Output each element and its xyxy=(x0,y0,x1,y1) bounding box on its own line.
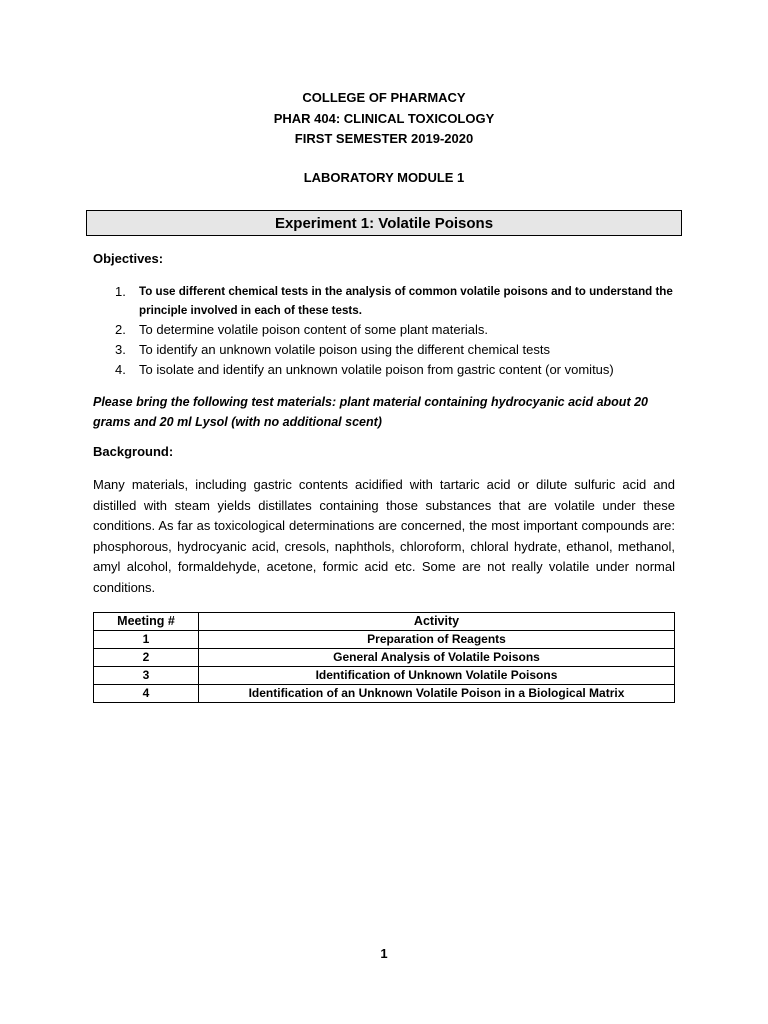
objective-item xyxy=(93,320,683,340)
objective-text: To determine volatile poison content of some plant materials. xyxy=(139,322,489,337)
experiment-title-box xyxy=(86,210,682,236)
college-name: COLLEGE OF PHARMACY xyxy=(302,90,466,105)
materials-note: Please bring the following test materials: plant material containing hydrocyanic acid about 20 grams and 20 ml Lysol (with no additional scent) xyxy=(93,395,648,429)
objective-number: 4. xyxy=(115,362,126,377)
column-header-activity: Activity xyxy=(199,613,675,631)
page-number: 1 xyxy=(380,946,388,961)
table-row xyxy=(94,667,675,685)
objective-item xyxy=(93,282,683,320)
meeting-number-cell: 2 xyxy=(94,649,199,667)
activity-cell: Identification of Unknown Volatile Poisons xyxy=(199,667,675,685)
meeting-number-cell: 1 xyxy=(94,631,199,649)
objectives-heading: Objectives: xyxy=(93,251,164,266)
objective-text: To use different chemical tests in the analysis of common volatile poisons and to understand the principle involved in each of these tests. xyxy=(139,285,673,317)
activity-cell: General Analysis of Volatile Poisons xyxy=(199,649,675,667)
objective-number: 3. xyxy=(115,342,126,357)
meeting-number-cell: 4 xyxy=(94,685,199,703)
table-row xyxy=(94,649,675,667)
experiment-title: Experiment 1: Volatile Poisons xyxy=(274,215,494,232)
background-paragraph: Many materials, including gastric contents acidified with tartaric acid or dilute sulfuric acid and distilled with steam yields distillates containing those substances that are volatile under these conditions. As far as toxicological determinations are concerned, the most important compounds are: phosphorous, hydrocyanic acid, cresols, naphthols, chloroform, chloral hydrate, ethanol, methanol, amyl alcohol, formaldehyde, acetone, formic acid etc. Some are not really volatile under normal conditions. xyxy=(93,477,675,595)
objective-text: To isolate and identify an unknown volatile poison from gastric content (or vomitus) xyxy=(139,362,614,377)
semester-label: FIRST SEMESTER 2019-2020 xyxy=(294,131,474,146)
table-row xyxy=(94,685,675,703)
table-header-row xyxy=(94,613,675,631)
activity-cell: Preparation of Reagents xyxy=(199,631,675,649)
objectives-list xyxy=(93,282,683,380)
meeting-number-cell: 3 xyxy=(94,667,199,685)
objective-item xyxy=(93,340,683,360)
activity-table xyxy=(93,612,675,703)
objective-item xyxy=(93,360,683,380)
module-title: LABORATORY MODULE 1 xyxy=(303,170,465,185)
objective-number: 1. xyxy=(115,284,126,299)
table-row xyxy=(94,631,675,649)
background-heading: Background: xyxy=(93,444,174,459)
column-header-meeting: Meeting # xyxy=(94,613,199,631)
objective-number: 2. xyxy=(115,322,126,337)
activity-cell: Identification of an Unknown Volatile Poison in a Biological Matrix xyxy=(199,685,675,703)
course-title: PHAR 404: CLINICAL TOXICOLOGY xyxy=(273,110,495,126)
document-header xyxy=(0,88,768,150)
objective-text: To identify an unknown volatile poison using the different chemical tests xyxy=(139,342,550,357)
